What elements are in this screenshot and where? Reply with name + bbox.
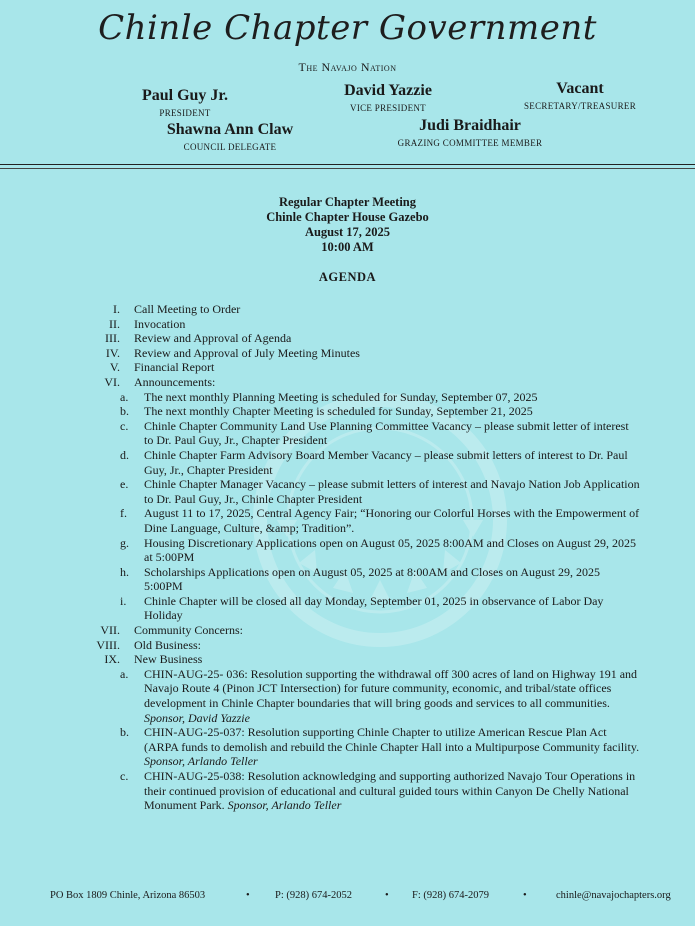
- item-number: VI.: [104, 374, 120, 389]
- officer-secretary-treasurer: [510, 80, 650, 111]
- item-text: Announcements:: [134, 374, 216, 389]
- officer-grazing-committee: [385, 117, 555, 148]
- sub-letter: a.: [120, 666, 129, 681]
- officer-name: Vacant: [556, 80, 604, 97]
- item-text: Review and Approval of July Meeting Minutes: [134, 345, 360, 360]
- item-text: Community Concerns:: [134, 623, 243, 638]
- sub-text: CHIN-AUG-25-038: Resolution acknowledging and supporting authorized Navajo Tour Operations in their continued provision of educational and cultural guided tours within Canyon De Chelly National Monument Park.: [144, 769, 636, 813]
- agenda-item: [70, 346, 640, 361]
- agenda-item: [70, 375, 640, 390]
- sub-text: Chinle Chapter Farm Advisory Board Member Vacancy – please submit letters of interest to Dr. Paul Guy, Jr., Chapter President: [144, 447, 628, 477]
- sub-text: The next monthly Chapter Meeting is scheduled for Sunday, September 21, 2025: [144, 404, 533, 419]
- item-text: Old Business:: [134, 637, 202, 652]
- officer-name: Paul Guy Jr.: [141, 87, 229, 104]
- announcement-item: [120, 404, 640, 419]
- footer-email[interactable]: chinle@navajochapters.org: [556, 890, 671, 901]
- officer-role: VICE PRESIDENT: [350, 103, 426, 113]
- sub-text: Scholarships Applications open on August 05, 2025 at 8:00AM and Closes on August 29, 2025 5:00PM: [144, 564, 600, 594]
- new-business-item: [120, 725, 640, 769]
- announcement-item: [120, 506, 640, 535]
- item-text: Call Meeting to Order: [134, 302, 241, 316]
- footer-fax: F: (928) 674-2079: [412, 890, 489, 901]
- item-number: IX.: [104, 652, 120, 667]
- meeting-type: Regular Chapter Meeting: [278, 195, 417, 209]
- sponsor: Sponsor, David Yazzie: [144, 710, 250, 725]
- header-divider: [0, 164, 695, 165]
- meeting-location: Chinle Chapter House Gazebo: [266, 210, 429, 224]
- officer-role: GRAZING COMMITTEE MEMBER: [397, 138, 543, 148]
- agenda-item: [70, 331, 640, 346]
- new-business-item: [120, 667, 640, 725]
- sponsor: Sponsor, Arlando Teller: [144, 754, 258, 769]
- announcement-item: [120, 448, 640, 477]
- nation-subtitle: The Navajo Nation: [298, 60, 397, 74]
- agenda-heading: AGENDA: [318, 270, 377, 284]
- sub-letter: a.: [120, 389, 129, 404]
- footer-address: PO Box 1809 Chinle, Arizona 86503: [50, 890, 206, 901]
- sub-text: The next monthly Planning Meeting is scheduled for Sunday, September 07, 2025: [144, 389, 538, 404]
- sub-letter: e.: [120, 477, 129, 492]
- sub-letter: c.: [120, 418, 129, 433]
- agenda-item: [70, 360, 640, 375]
- item-number: II.: [109, 316, 120, 331]
- footer-phone: P: (928) 674-2052: [275, 890, 352, 901]
- page-title: Chinle Chapter Government: [98, 8, 597, 48]
- item-text: Review and Approval of Agenda: [134, 331, 292, 346]
- officer-role: PRESIDENT: [159, 108, 211, 118]
- agenda-item: [70, 317, 640, 332]
- officer-vice-president: [318, 82, 458, 113]
- sub-letter: h.: [120, 564, 129, 579]
- sub-letter: g.: [120, 535, 129, 550]
- new-business-item: [120, 769, 640, 813]
- announcement-item: [120, 477, 640, 506]
- item-number: V.: [109, 360, 120, 375]
- item-text: Invocation: [134, 316, 186, 331]
- sub-text: CHIN-AUG-25- 036: Resolution supporting the withdrawal off 300 acres of land on Highway 191 and Navajo Route 4 (Pinon JCT Intersection) for future community, economic, and tribal/state offices development in Chinle Chapter boundaries that will bring goods and services to all communities.: [144, 666, 638, 711]
- item-number: III.: [105, 331, 120, 346]
- officer-name: Judi Braidhair: [419, 117, 521, 134]
- officer-role: COUNCIL DELEGATE: [183, 142, 277, 152]
- sub-text: CHIN-AUG-25-037: Resolution supporting Chinle Chapter to utilize American Rescue Plan Act (ARPA funds to demolish and rebuild the Chinle Chapter Hall into a Multipurpose Community facility.: [144, 725, 640, 754]
- announcement-item: [120, 390, 640, 405]
- officer-council-delegate: [150, 121, 310, 152]
- sponsor: Sponsor, Arlando Teller: [227, 798, 342, 813]
- officer-role: SECRETARY/TREASURER: [524, 101, 636, 111]
- announcement-item: [120, 565, 640, 594]
- officer-name: David Yazzie: [344, 82, 432, 99]
- meeting-info: [0, 195, 695, 255]
- item-text: Financial Report: [134, 360, 215, 375]
- agenda-list: [70, 302, 640, 813]
- agenda-item: [70, 652, 640, 667]
- sub-letter: b.: [120, 725, 129, 740]
- sub-letter: i.: [120, 593, 127, 608]
- sub-letter: d.: [120, 447, 129, 462]
- agenda-item: [70, 623, 640, 638]
- announcement-item: [120, 419, 640, 448]
- item-number: VII.: [100, 623, 120, 638]
- item-number: VIII.: [96, 637, 120, 652]
- bullet-icon: •: [385, 890, 389, 901]
- agenda-item: [70, 302, 640, 317]
- item-number: IV.: [105, 345, 120, 360]
- sub-text: Chinle Chapter will be closed all day Monday, September 01, 2025 in observance of Labor Day Holiday: [144, 593, 604, 623]
- sub-text: Housing Discretionary Applications open on August 05, 2025 8:00AM and Closes on August 29, 2025 at 5:00PM: [144, 535, 636, 565]
- sub-text: August 11 to 17, 2025, Central Agency Fair; “Honoring our Colorful Horses with the Empowerment of Dine Language, Culture, &amp; Tradition”.: [144, 506, 640, 535]
- meeting-time: 10:00 AM: [321, 240, 374, 254]
- item-text: New Business: [134, 652, 203, 667]
- announcement-item: [120, 536, 640, 565]
- announcement-item: [120, 594, 640, 623]
- sub-letter: c.: [120, 769, 129, 783]
- bullet-icon: •: [523, 890, 527, 901]
- footer: [0, 890, 695, 910]
- sub-text: Chinle Chapter Manager Vacancy – please submit letters of interest and Navajo Nation Job Application to Dr. Paul Guy, Jr., Chinle Chapter President: [144, 477, 640, 506]
- agenda-item: [70, 638, 640, 653]
- meeting-date: August 17, 2025: [304, 225, 391, 239]
- sub-letter: f.: [120, 506, 127, 521]
- officer-president: [115, 87, 255, 118]
- sub-text: Chinle Chapter Community Land Use Planning Committee Vacancy – please submit letter of interest to Dr. Paul Guy, Jr., Chapter President: [144, 418, 629, 448]
- sub-letter: b.: [120, 404, 129, 419]
- bullet-icon: •: [246, 890, 250, 901]
- officer-name: Shawna Ann Claw: [166, 121, 294, 138]
- item-number: I.: [113, 302, 120, 316]
- header-divider-thin: [0, 168, 695, 169]
